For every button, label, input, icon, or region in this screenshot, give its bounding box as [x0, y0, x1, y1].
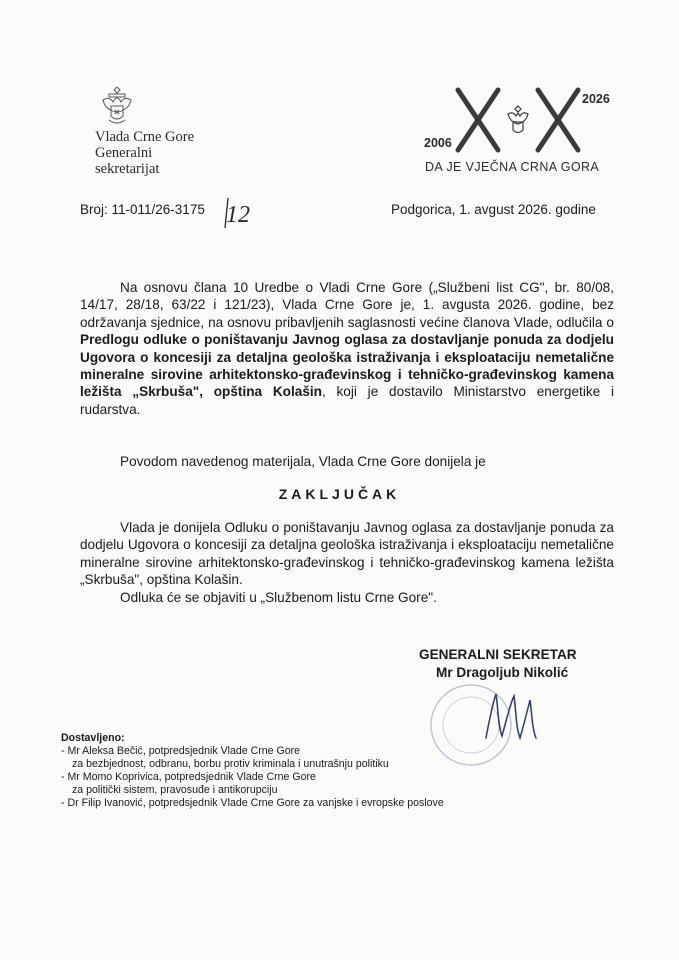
distribution-item: - Mr Aleksa Bečić, potpredsjednik Vlade Crne Gore — [61, 744, 301, 757]
logo-year-top: 2026 — [582, 92, 610, 106]
handwritten-number-text: 12 — [226, 202, 250, 228]
intro-text-end: , koji je dostavilo Ministarstvo energetike i rudarstva. — [80, 384, 614, 417]
coat-of-arms-icon — [95, 84, 139, 128]
distribution-item-detail: za bezbjednost, odbranu, borbu protiv kriminala i unutrašnju politiku — [72, 757, 389, 770]
distribution-item: - Mr Momo Koprivica, potpredsjednik Vlade Crne Gore — [61, 770, 316, 783]
paragraph-publication: Odluka će se objaviti u „Službenom listu Crne Gore". — [120, 590, 437, 605]
government-name — [95, 129, 194, 177]
distribution-item: - Dr Filip Ivanović, potpredsjednik Vlade Crne Gore za vanjske i evropske poslove — [61, 796, 444, 809]
paragraph-intro — [80, 279, 614, 418]
logo-year-bottom: 2006 — [424, 136, 452, 150]
reference-number: Broj: 11-011/26-3175 — [80, 202, 205, 217]
paragraph-adopted: Povodom navedenog materijala, Vlada Crne Gore donijela je — [120, 454, 486, 469]
distribution-item-detail: za politički sistem, pravosuđe i antikorupciju — [72, 783, 278, 796]
distribution-heading: Dostavljeno: — [61, 732, 125, 744]
distribution-list — [61, 732, 581, 809]
signatory-title: GENERALNI SEKRETAR — [419, 647, 577, 662]
signatory-name: Mr Dragoljub Nikolić — [436, 665, 569, 680]
document-date: Podgorica, 1. avgust 2026. godine — [391, 202, 596, 217]
logo-slogan: DA JE VJEČNA CRNA GORA — [425, 160, 600, 174]
handwritten-number — [224, 194, 264, 230]
gov-line-3: sekretarijat — [95, 161, 160, 177]
paragraph-conclusion: Vlada je donijela Odluku o poništavanju Javnog oglasa za dostavljanje ponuda za dodjelu Ugovora o koncesiji za detaljna geološka istraživanja i eksploataciju nemetalične mineralne sirovine arhitektonsko-građevinskog i tehničko-građevinskog kamena ležišta „Skrbuša", opština Kolašin. — [80, 520, 614, 588]
gov-line-2: Generalni — [95, 145, 153, 161]
intro-proposal-bold: Predlogu odluke o poništavanju Javnog oglasa za dostavljanje ponuda za dodjelu Ugovora o koncesiji za detaljna geološka istraživanja i eksploataciju nemetalične mineralne sirovine arhitektonsko-građevinskog i tehničko-građevinskog kamena ležišta „Skrbuša", opština Kolašin — [80, 332, 614, 400]
conclusion-title: ZAKLJUČAK — [278, 486, 401, 502]
intro-text: Na osnovu člana 10 Uredbe o Vladi Crne Gore („Službeni list CG", br. 80/08, 14/17, 28/18, 63/22 i 121/23), Vlada Crne Gore je, 1. avgusta 2026. godine, bez održavanja sjednice, na osnovu pribavljenih saglasnosti većine članova Vlade, odlučila o — [80, 280, 614, 330]
gov-line-1: Vlada Crne Gore — [95, 129, 195, 145]
